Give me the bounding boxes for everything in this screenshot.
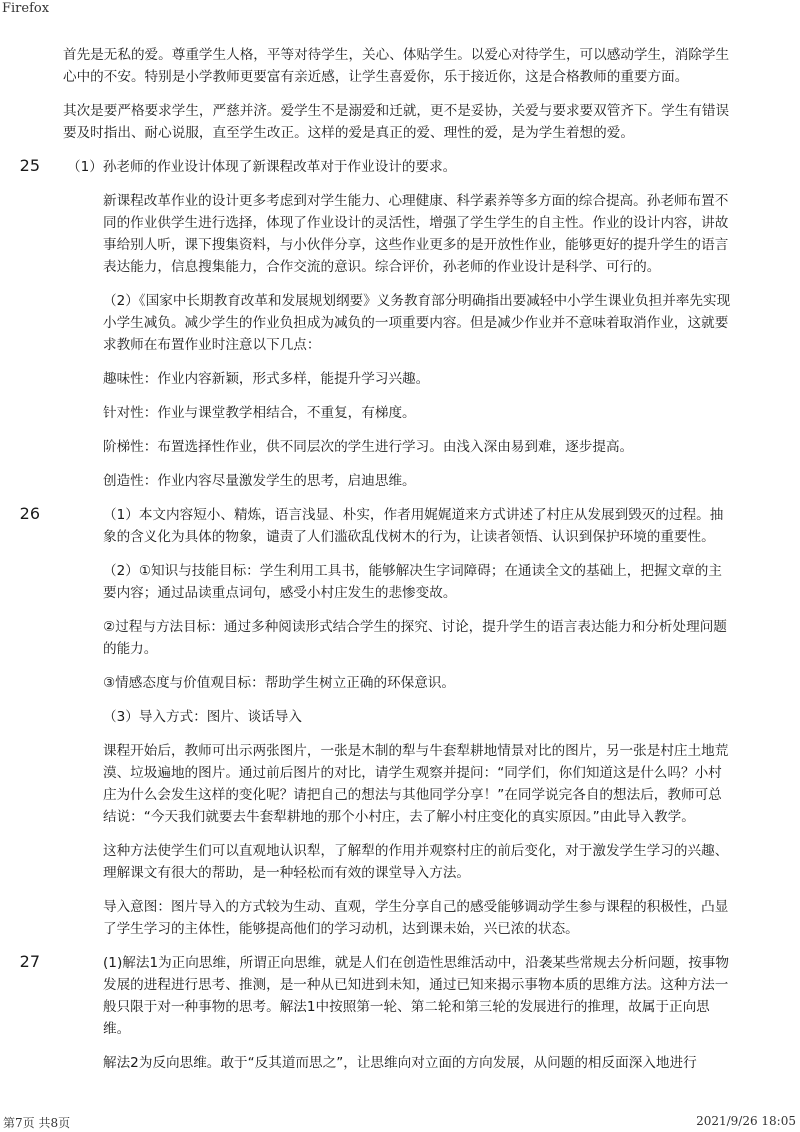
paragraph: 导入意图：图片导入的方式较为生动、直观，学生分享自己的感受能够调动学生参与课程的积极性，凸显了学生学习的主体性，能够提高他们的学习动机，达到课未始，兴已浓的状态。: [103, 899, 729, 937]
paragraph: 新课程改革作业的设计更多考虑到对学生能力、心理健康、科学素养等多方面的综合提高。孙老师布置不同的作业供学生进行选择，体现了作业设计的灵活性，增强了学生学生的自主性。作业的设计内容，讲故事给别人听，课下搜集资料，与小伙伴分享，这些作业更多的是开放性作业，能够更好的提升学生的语言表达能力，信息搜集能力，合作交流的意识。综合评价，孙老师的作业设计是科学、可行的。: [103, 193, 729, 275]
paragraph: (1)解法1为正向思维，所谓正向思维，就是人们在创造性思维活动中，沿袭某些常规去分析问题，按事物发展的进程进行思考、推测，是一种从已知进到未知，通过已知来揭示事物本质的思维方法。这种方法一般只限于对一种事物的思考。解法1中按照第一轮、第二轮和第三轮的发展进行的推理，故属于正向思维。: [103, 955, 730, 1037]
paragraph: （1）本文内容短小、精炼，语言浅显、朴实，作者用娓娓道来方式讲述了村庄从发展到毁灭的过程。抽象的含义化为具体的物象，谴责了人们滥砍乱伐树木的行为，让读者领悟、认识到保护环境的重要性。: [103, 507, 724, 545]
paragraph: 解法2为反向思维。敢于“反其道而思之”，让思维向对立面的方向发展，从问题的相反面深入地进行: [103, 1055, 697, 1071]
question-25: [19, 156, 733, 178]
document-body: [19, 44, 733, 1074]
question-26: [19, 504, 733, 548]
paragraph: 课程开始后，教师可出示两张图片，一张是木制的犁与牛套犁耕地情景对比的图片，另一张是村庄土地荒漠、垃圾遍地的图片。通过前后图片的对比，请学生观察并提问：“同学们，你们知道这是什么吗？小村庄为什么会发生这样的变化呢？请把自己的想法与其他同学分享！”在同学说完各自的想法后，教师可总结说：“今天我们就要去牛套犁耕地的那个小村庄，去了解小村庄变化的真实原因。”由此导入教学。: [103, 743, 729, 825]
page-indicator: 第7页 共8页: [3, 1116, 71, 1130]
paragraph: （1）孙老师的作业设计体现了新课程改革对于作业设计的要求。: [67, 159, 457, 175]
question-number: 26: [19, 504, 40, 523]
paragraph: （2）①知识与技能目标：学生利用工具书，能够解决生字词障碍；在通读全文的基础上，把握文章的主要内容；通过品读重点词句，感受小村庄发生的悲惨变故。: [103, 563, 722, 601]
paragraph: 其次是要严格要求学生，严慈并济。爱学生不是溺爱和迁就，更不是妥协，关爱与要求要双管齐下。学生有错误要及时指出、耐心说服，直至学生改正。这样的爱是真正的爱、理性的爱，是为学生着想的爱。: [63, 103, 730, 141]
paragraph: 创造性：作业内容尽量激发学生的思考，启迪思维。: [103, 473, 416, 489]
question-number: 27: [19, 952, 40, 971]
paragraph: 趣味性：作业内容新颖，形式多样，能提升学习兴趣。: [103, 371, 430, 387]
paragraph: ②过程与方法目标：通过多种阅读形式结合学生的探究、讨论，提升学生的语言表达能力和分析处理问题的能力。: [103, 619, 727, 657]
paragraph: 这种方法使学生们可以直观地认识犁，了解犁的作用并观察村庄的前后变化，对于激发学生学习的兴趣、理解课文有很大的帮助，是一种轻松而有效的课堂导入方法。: [103, 843, 729, 881]
paragraph: 首先是无私的爱。尊重学生人格，平等对待学生，关心、体贴学生。以爱心对待学生，可以感动学生，消除学生心中的不安。特别是小学教师更要富有亲近感，让学生喜爱你，乐于接近你，这是合格教师的重要方面。: [63, 47, 730, 85]
paragraph: （3）导入方式：图片、谈话导入: [103, 709, 302, 725]
question-number: 25: [19, 156, 40, 175]
question-27: [19, 952, 733, 1040]
paragraph: ③情感态度与价值观目标：帮助学生树立正确的环保意识。: [103, 675, 456, 691]
paragraph: （2）《国家中长期教育改革和发展规划纲要》义务教育部分明确指出要减轻中小学生课业负担并率先实现小学生减负。减少学生的作业负担成为减负的一项重要内容。但是减少作业并不意味着取消作业，这就要求教师在布置作业时注意以下几点：: [103, 293, 731, 353]
print-timestamp: 2021/9/26 18:05: [696, 1114, 796, 1128]
browser-title: Firefox: [2, 1, 50, 16]
paragraph: 阶梯性：布置选择性作业，供不同层次的学生进行学习。由浅入深由易到难，逐步提高。: [103, 439, 634, 455]
paragraph: 针对性：作业与课堂教学相结合，不重复，有梯度。: [103, 405, 416, 421]
